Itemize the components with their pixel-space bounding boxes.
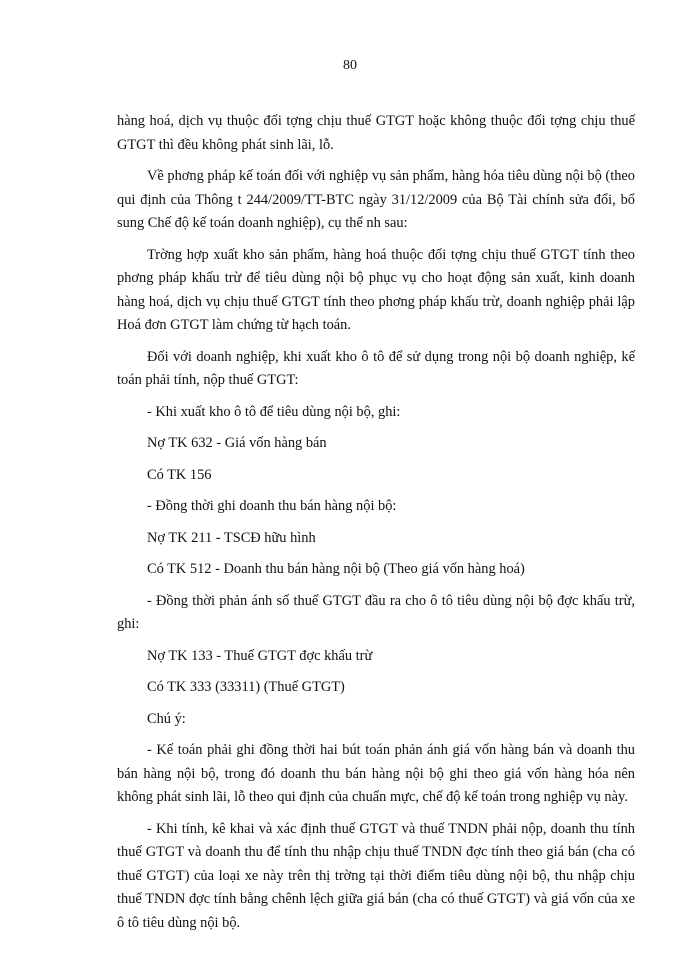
entry-heading-issue: - Khi xuất kho ô tô để tiêu dùng nội bộ, ghi: [147, 403, 401, 420]
entry-credit-156: Có TK 156 [147, 466, 212, 483]
entry-credit-333: Có TK 333 (33311) (Thuế GTGT) [147, 679, 345, 695]
note-heading: Chú ý: [147, 710, 186, 727]
paragraph-method: Về phơng pháp kế toán đối với nghiệp vụ sản phẩm, hàng hóa tiêu dùng nội bộ (theo qui định của Thông t 244/2009/TT-BTC ngày 31/12/2009 của Bộ Tài chính sửa đổi, bổ sung Chế độ kế toán doanh nghiệp), cụ thể nh sau: [117, 168, 635, 231]
paragraph-continuation: hàng hoá, dịch vụ thuộc đối tợng chịu thuế GTGT hoặc không thuộc đối tợng chịu thuế GTGT thì đều không phát sinh lãi, lỗ. [117, 113, 635, 153]
entry-heading-revenue: - Đồng thời ghi doanh thu bán hàng nội bộ: [147, 498, 397, 514]
page-body [117, 110, 635, 943]
paragraph-vat-output: - Đồng thời phản ánh số thuế GTGT đầu ra cho ô tô tiêu dùng nội bộ đợc khấu trừ, ghi: [117, 592, 635, 632]
paragraph-case: Trờng hợp xuất kho sản phẩm, hàng hoá thuộc đối tợng chịu thuế GTGT tính theo phơng pháp khấu trừ để tiêu dùng nội bộ phục vụ cho hoạt động sản xuất, kinh doanh hàng hoá, dịch vụ chịu thuế GTGT tính theo phơng pháp khấu trừ, doanh nghiệp phải lập Hoá đơn GTGT làm chứng từ hạch toán. [117, 246, 635, 333]
entry-credit-512: Có TK 512 - Doanh thu bán hàng nội bộ (Theo giá vốn hàng hoá) [147, 561, 525, 577]
entry-debit-211: Nợ TK 211 - TSCĐ hữu hình [147, 529, 316, 546]
entry-debit-632: Nợ TK 632 - Giá vốn hàng bán [147, 435, 327, 451]
entry-debit-133: Nợ TK 133 - Thuế GTGT đợc khấu trừ [147, 647, 373, 664]
page-number: 80 [343, 58, 357, 73]
note-paragraph-2: - Khi tính, kê khai và xác định thuế GTGT và thuế TNDN phải nộp, doanh thu tính thuế GTGT và doanh thu để tính thu nhập chịu thuế TNDN đợc tính theo giá bán (cha có thuế GTGT) của loại xe này trên thị trờng tại thời điểm tiêu dùng nội bộ, thu nhập chịu thuế TNDN đợc tính bằng chênh lệch giữa giá bán (cha có thuế GTGT) và giá vốn của xe ô tô tiêu dùng nội bộ. [117, 820, 635, 931]
note-paragraph-1: - Kế toán phải ghi đồng thời hai bút toán phản ánh giá vốn hàng bán và doanh thu bán hàng nội bộ, trong đó doanh thu bán hàng nội bộ ghi theo giá vốn hàng hóa nên không phát sinh lãi, lỗ theo qui định của chuẩn mực, chế độ kế toán trong nghiệp vụ này. [117, 742, 635, 805]
paragraph-enterprise: Đối với doanh nghiệp, khi xuất kho ô tô để sử dụng trong nội bộ doanh nghiệp, kế toán phải tính, nộp thuế GTGT: [117, 348, 635, 388]
